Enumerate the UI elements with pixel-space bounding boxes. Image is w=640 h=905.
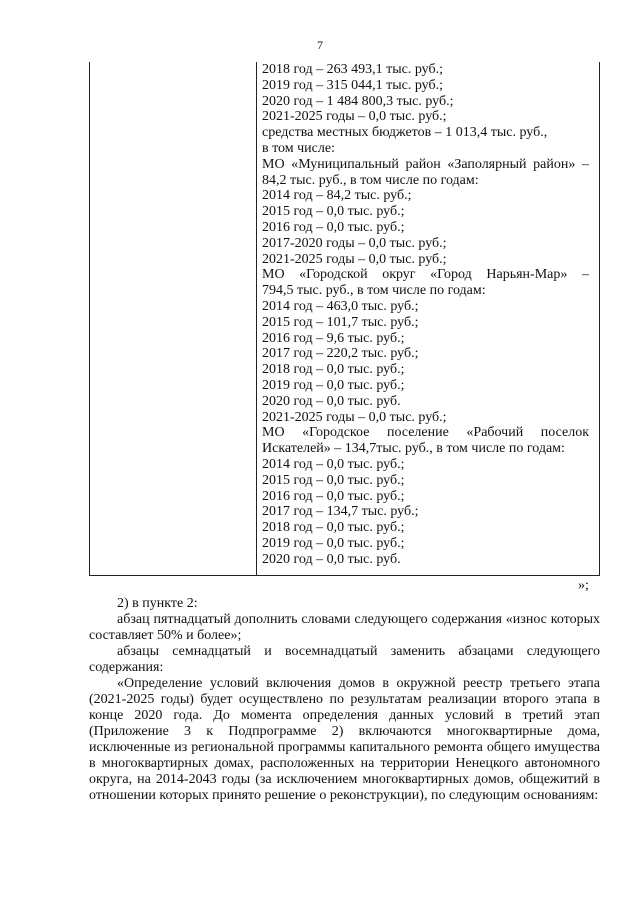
closing-quote: »; bbox=[578, 578, 589, 593]
table-column-divider bbox=[256, 62, 257, 575]
table-line: 2014 год – 463,0 тыс. руб.; bbox=[262, 298, 419, 314]
table-line: 2016 год – 9,6 тыс. руб.; bbox=[262, 330, 405, 346]
paragraph: абзацы семнадцатый и восемнадцатый заменить абзацами следующего содержания: bbox=[89, 644, 600, 675]
table-line: 2019 год – 315 044,1 тыс. руб.; bbox=[262, 77, 443, 93]
table-line: 2017 год – 134,7 тыс. руб.; bbox=[262, 504, 419, 520]
paragraph: 2) в пункте 2: bbox=[117, 596, 198, 611]
table-line: 2017 год – 220,2 тыс. руб.; bbox=[262, 346, 419, 362]
table-line: 2018 год – 0,0 тыс. руб.; bbox=[262, 520, 405, 536]
table-line: 2018 год – 263 493,1 тыс. руб.; bbox=[262, 62, 443, 77]
table-line: МО «Муниципальный район «Заполярный район» – bbox=[262, 156, 589, 172]
table-line: МО «Городской округ «Город Нарьян-Мар» – bbox=[262, 267, 589, 283]
table-line: в том числе: bbox=[262, 140, 335, 156]
table-line: 2016 год – 0,0 тыс. руб.; bbox=[262, 219, 405, 235]
funding-table bbox=[89, 62, 600, 576]
table-line: 2020 год – 1 484 800,3 тыс. руб.; bbox=[262, 93, 454, 109]
page-number: 7 bbox=[317, 38, 323, 52]
table-line: 2020 год – 0,0 тыс. руб. bbox=[262, 393, 401, 409]
table-line: 84,2 тыс. руб., в том числе по годам: bbox=[262, 172, 479, 188]
table-line: 2018 год – 0,0 тыс. руб.; bbox=[262, 362, 405, 378]
table-line: 794,5 тыс. руб., в том числе по годам: bbox=[262, 283, 486, 299]
table-line: 2019 год – 0,0 тыс. руб.; bbox=[262, 535, 405, 551]
table-line: 2020 год – 0,0 тыс. руб. bbox=[262, 551, 401, 567]
table-line: Искателей» – 134,7тыс. руб., в том числе по годам: bbox=[262, 441, 565, 457]
table-line: 2019 год – 0,0 тыс. руб.; bbox=[262, 377, 405, 393]
body-text bbox=[89, 596, 600, 804]
table-line: МО «Городское поселение «Рабочий поселок bbox=[262, 425, 589, 441]
table-line: 2014 год – 0,0 тыс. руб.; bbox=[262, 456, 405, 472]
table-right-cell bbox=[262, 62, 589, 568]
table-line: 2015 год – 0,0 тыс. руб.; bbox=[262, 472, 405, 488]
table-line: 2016 год – 0,0 тыс. руб.; bbox=[262, 488, 405, 504]
table-line: 2015 год – 101,7 тыс. руб.; bbox=[262, 314, 419, 330]
table-line: 2021-2025 годы – 0,0 тыс. руб.; bbox=[262, 409, 447, 425]
table-line: 2014 год – 84,2 тыс. руб.; bbox=[262, 188, 412, 204]
table-line: 2015 год – 0,0 тыс. руб.; bbox=[262, 204, 405, 220]
table-line: средства местных бюджетов – 1 013,4 тыс. руб., bbox=[262, 125, 548, 141]
paragraph: абзац пятнадцатый дополнить словами следующего содержания «износ которых составляет 50% и более»; bbox=[89, 612, 600, 643]
table-line: 2021-2025 годы – 0,0 тыс. руб.; bbox=[262, 251, 447, 267]
table-line: 2021-2025 годы – 0,0 тыс. руб.; bbox=[262, 109, 447, 125]
table-line: 2017-2020 годы – 0,0 тыс. руб.; bbox=[262, 235, 447, 251]
paragraph: «Определение условий включения домов в окружной реестр третьего этапа (2021-2025 годы) будет осуществлено по результатам реализации второго этапа в конце 2020 года. До момента определения данных условий в третий этап (Приложение 3 к Подпрограмме 2) включаются многоквартирные дома, исключенные из региональной программы капитального ремонта общего имущества в многоквартирных домах, расположенных на территории Ненецкого автономного округа, на 2014-2043 годы (за исключением многоквартирных домов, общежитий в отношении которых принято решение о реконструкции), по следующим основаниям: bbox=[89, 676, 600, 803]
